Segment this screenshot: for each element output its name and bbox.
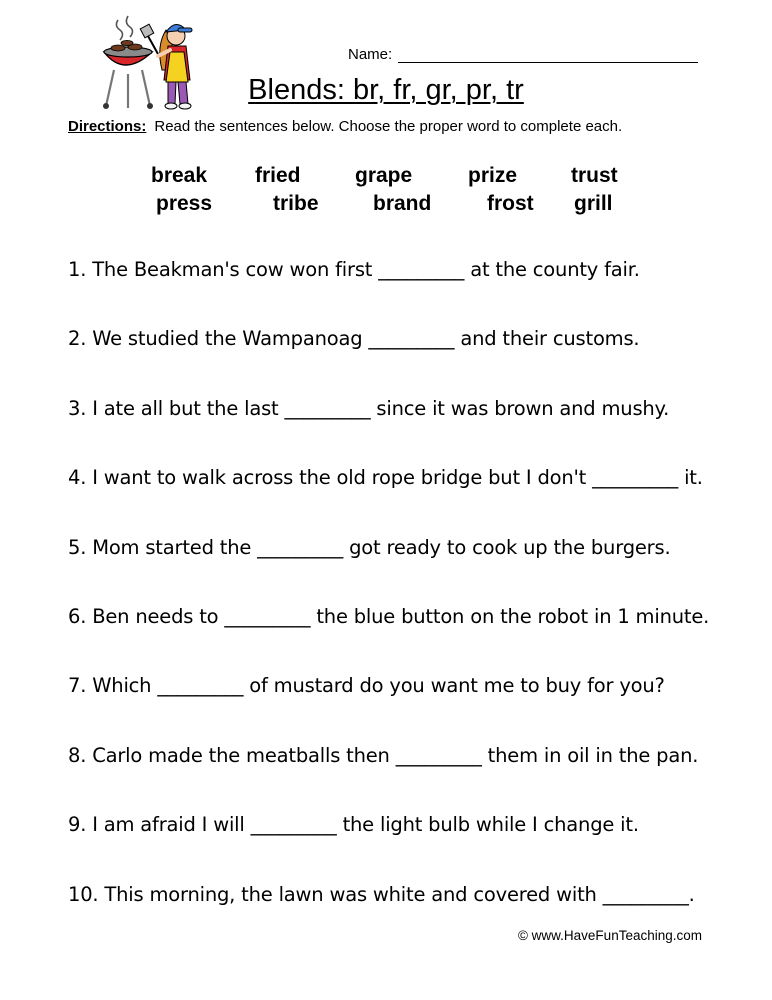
question-item: 4. I want to walk across the old rope bridge but I don't _________ it.: [68, 466, 703, 490]
question-item: 8. Carlo made the meatballs then _________ them in oil in the pan.: [68, 743, 699, 767]
word-bank-word: brand: [373, 192, 432, 215]
word-bank-word: frost: [487, 192, 534, 215]
word-bank-word: press: [156, 192, 213, 215]
question-item: 2. We studied the Wampanoag _________ and their customs.: [68, 327, 640, 351]
question-item: 9. I am afraid I will _________ the light bulb while I change it.: [68, 813, 639, 837]
word-bank-word: tribe: [273, 192, 319, 215]
word-bank-word: grape: [355, 164, 413, 187]
word-bank-word: prize: [468, 164, 518, 187]
directions: [68, 118, 622, 135]
word-bank-word: break: [151, 164, 208, 187]
name-label: Name:: [348, 46, 393, 63]
question-item: 3. I ate all but the last _________ since it was brown and mushy.: [68, 396, 670, 420]
question-item: 7. Which _________ of mustard do you want me to buy for you?: [68, 674, 665, 698]
worksheet-title: Blends: br, fr, gr, pr, tr: [248, 74, 524, 106]
question-item: 1. The Beakman's cow won first _________ at the county fair.: [68, 258, 640, 281]
word-bank-word: grill: [574, 192, 613, 215]
question-item: 10. This morning, the lawn was white and covered with _________.: [68, 882, 695, 906]
directions-label: Directions:: [68, 118, 147, 135]
question-item: 5. Mom started the _________ got ready to cook up the burgers.: [68, 535, 671, 559]
name-field[interactable]: [348, 46, 698, 63]
word-bank-word: fried: [255, 164, 301, 187]
worksheet-title-container: [0, 74, 772, 107]
directions-text: Read the sentences below. Choose the proper word to complete each.: [154, 118, 623, 135]
copyright-footer: © www.HaveFunTeaching.com: [517, 928, 702, 943]
question-list: [68, 250, 748, 944]
question-item: 6. Ben needs to _________ the blue button on the robot in 1 minute.: [68, 604, 710, 628]
name-blank-line[interactable]: [398, 48, 698, 63]
word-bank-word: trust: [571, 164, 618, 187]
